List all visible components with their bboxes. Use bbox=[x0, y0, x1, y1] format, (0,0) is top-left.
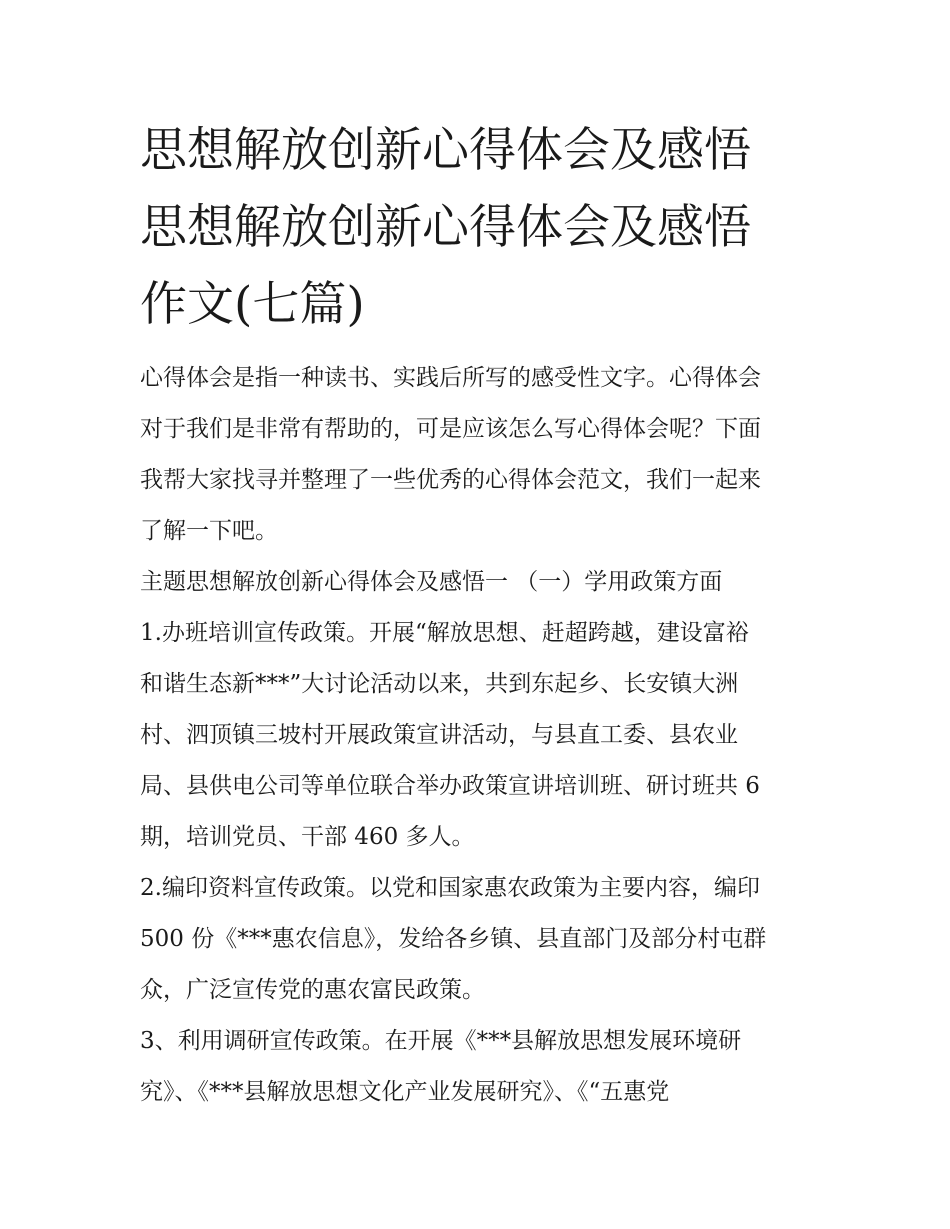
paragraph-line: 心得体会是指一种读书、实践后所写的感受性文字。心得体会 bbox=[140, 365, 761, 391]
document-title bbox=[140, 112, 816, 343]
title-line: 思想解放创新心得体会及感悟 bbox=[140, 123, 751, 178]
paragraph-line: 了解一下吧。 bbox=[140, 518, 278, 544]
paragraph-line: 局、县供电公司等单位联合举办政策宣讲培训班、研讨班共 6 bbox=[140, 773, 760, 799]
item-1-paragraph bbox=[140, 608, 816, 863]
paragraph-line: 2.编印资料宣传政策。以党和国家惠农政策为主要内容，编印 bbox=[140, 875, 760, 901]
paragraph-line: 众，广泛宣传党的惠农富民政策。 bbox=[140, 977, 485, 1003]
paragraph-line: 期，培训党员、干部 460 多人。 bbox=[140, 824, 475, 850]
paragraph-line: 我帮大家找寻并整理了一些优秀的心得体会范文，我们一起来 bbox=[140, 467, 761, 493]
paragraph-line: 村、泗顶镇三坡村开展政策宣讲活动，与县直工委、县农业 bbox=[140, 722, 738, 748]
paragraph-line: 对于我们是非常有帮助的，可是应该怎么写心得体会呢？下面 bbox=[140, 416, 761, 442]
paragraph-line: 500 份《***惠农信息》，发给各乡镇、县直部门及部分村屯群 bbox=[140, 926, 767, 952]
paragraph-line: 究》、《***县解放思想文化产业发展研究》、《“五惠党 bbox=[140, 1079, 670, 1105]
section-heading bbox=[140, 557, 816, 608]
paragraph-line: 1.办班培训宣传政策。开展“解放思想、赶超跨越，建设富裕 bbox=[140, 620, 749, 646]
paragraph-line: 主题思想解放创新心得体会及感悟一 （一）学用政策方面 bbox=[140, 569, 723, 595]
document-page bbox=[140, 112, 816, 1118]
intro-paragraph bbox=[140, 353, 816, 557]
paragraph-line: 3、利用调研宣传政策。在开展《***县解放思想发展环境研 bbox=[140, 1028, 742, 1054]
title-line: 作文(七篇) bbox=[140, 277, 365, 332]
item-3-paragraph bbox=[140, 1016, 816, 1118]
paragraph-line: 和谐生态新***”大讨论活动以来，共到东起乡、长安镇大洲 bbox=[140, 671, 739, 697]
item-2-paragraph bbox=[140, 863, 816, 1016]
title-line: 思想解放创新心得体会及感悟 bbox=[140, 200, 751, 255]
